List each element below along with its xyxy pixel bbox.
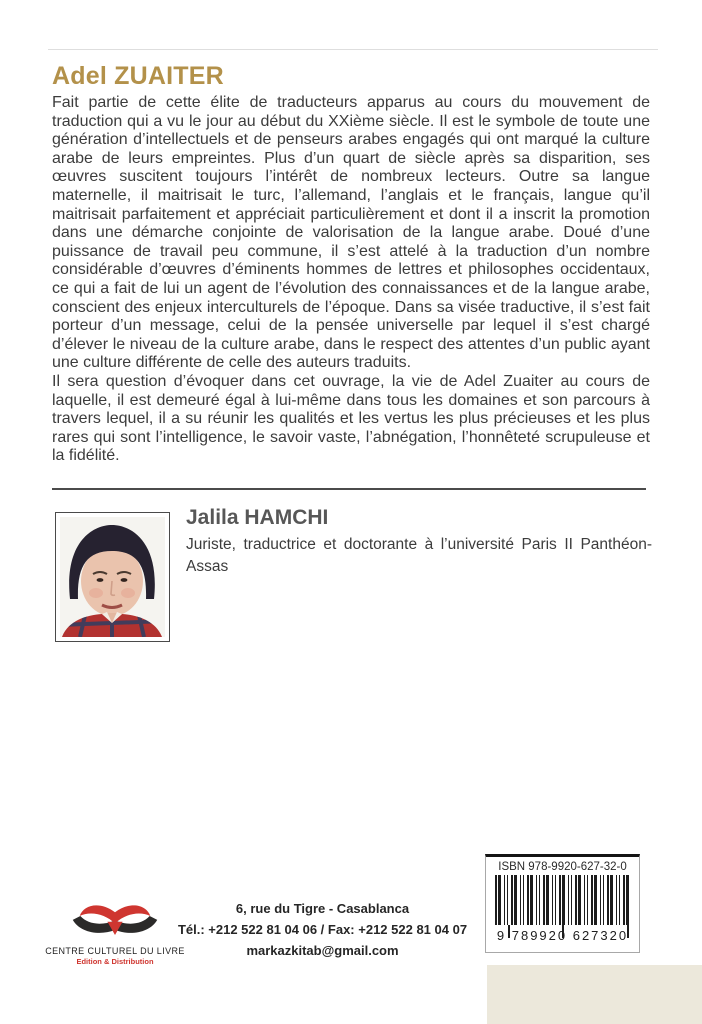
publisher-phone-fax: Tél.: +212 522 81 04 06 / Fax: +212 522 81 04 07 bbox=[177, 922, 468, 937]
corner-beige-panel bbox=[487, 965, 702, 1024]
author-divider bbox=[52, 488, 646, 490]
author-bio: Juriste, traductrice et doctorante à l’université Paris II Panthéon-Assas bbox=[186, 536, 652, 575]
isbn-label: ISBN 978-9920-627-32-0 bbox=[498, 861, 627, 873]
author-photo bbox=[55, 512, 170, 642]
publisher-tagline: Edition & Distribution bbox=[76, 957, 154, 966]
biography-text bbox=[52, 94, 650, 466]
author-name: Jalila HAMCHI bbox=[186, 506, 329, 529]
isbn-digits: 9 789920 627320 bbox=[496, 928, 629, 943]
publisher-contact-block bbox=[150, 898, 495, 961]
page-title: Adel ZUAITER bbox=[52, 62, 224, 90]
isbn-barcode bbox=[485, 854, 640, 953]
publisher-email: markazkitab@gmail.com bbox=[246, 943, 399, 958]
bio-paragraph-2: Il sera question d’évoquer dans cet ouvrage, la vie de Adel Zuaiter au cours de laquelle, il est demeuré égal à lui-même dans tous les domaines et son parcours à travers lequel, il a su réunir les qualités et les vertus les plus précieuses et les plus rares qui sont l’intelligence, le savoir vaste, l’abnégation, l’honnêteté scrupuleuse et la fidélité. bbox=[52, 372, 650, 465]
barcode-bars bbox=[495, 875, 630, 925]
publisher-address: 6, rue du Tigre - Casablanca bbox=[235, 901, 410, 916]
top-divider bbox=[48, 49, 658, 50]
publisher-name: CENTRE CULTUREL DU LIVRE bbox=[45, 946, 185, 956]
author-portrait-illustration bbox=[60, 517, 165, 637]
bio-paragraph-1: Fait partie de cette élite de traducteurs apparus au cours du mouvement de traduction qui a vu le jour au début du XXième siècle. Il est le symbole de toute une génération d’intellectuels et de penseurs arabes engagés qui ont marqué la culture arabe de leurs empreintes. Plus d’un quart de siècle après sa disparition, ses œuvres suscitent toujours l’intérêt de nombreux lecteurs. Outre sa langue maternelle, il maitrisait le turc, l’allemand, l’anglais et le français, langue qu’il maitrisait parfaitement et appréciait particulièrement et dont il a inscrit la promotion dans une démarche conjointe de valorisation de la langue arabe. Doué d’une puissance de travail peu commune, il s’est attelé à la traduction d’un nombre considérable d’œuvres d’éminents hommes de lettres et philosophes occidentaux, ce qui a fait de lui un agent de l’évolution des connaissances et de la langue arabe, conscient des enjeux interculturels de l’époque. Dans sa visée traductive, il s’est fait porteur d’un message, celui de la pensée universelle par lequel il s’est chargé d’élever le niveau de la culture arabe, dans le respect des attentes d’un public ayant une culture différente de celle des auteurs traduits. bbox=[52, 94, 650, 372]
